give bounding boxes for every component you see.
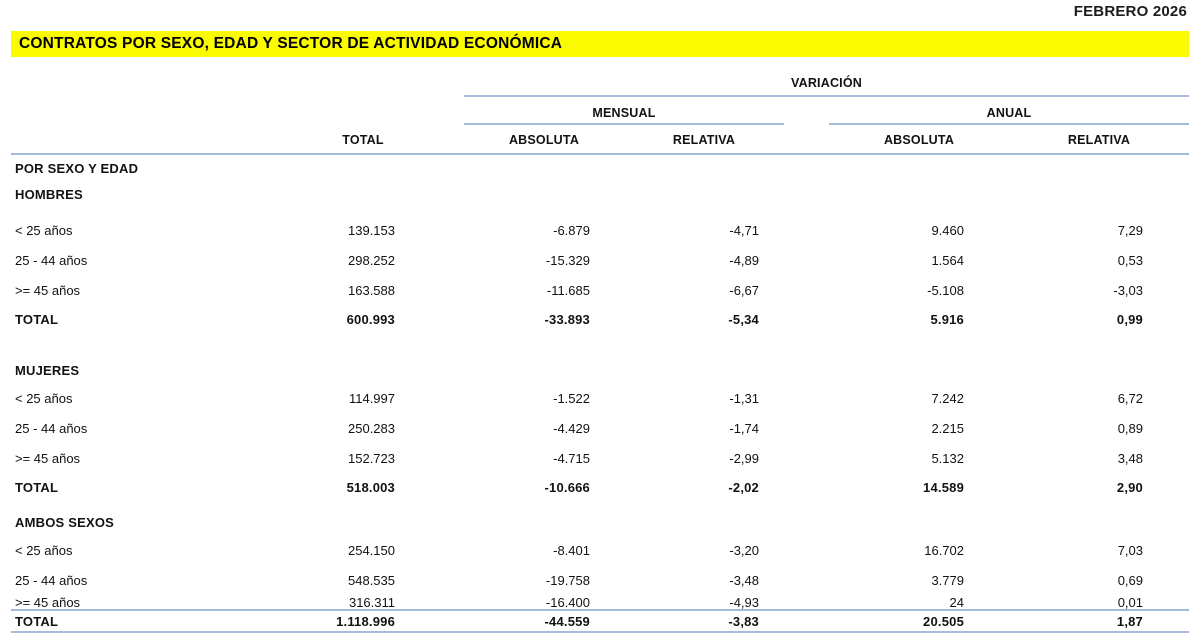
section-title: MUJERES: [15, 362, 80, 378]
table-row: [11, 383, 1189, 413]
cell-anual-relativa: 0,69: [1117, 572, 1143, 588]
header-anual-absoluta: ABSOLUTA: [883, 133, 955, 147]
row-spacer: [11, 207, 1189, 215]
period-label: FEBRERO 2026: [1073, 3, 1187, 20]
cell-mensual-absoluta: -19.758: [545, 572, 590, 588]
group-title: POR SEXO Y EDAD: [15, 160, 139, 176]
header-variacion: VARIACIÓN: [464, 70, 1189, 97]
cell-total: 114.997: [348, 390, 395, 406]
header-anual: ANUAL: [829, 97, 1189, 125]
cell-mensual-absoluta: -8.401: [553, 542, 590, 558]
cell-anual-absoluta: 20.505: [923, 613, 964, 629]
cell-mensual-absoluta: -15.329: [545, 252, 590, 268]
section-total-row: [11, 305, 1189, 333]
cell-mensual-relativa: -6,67: [729, 282, 759, 298]
cell-anual-relativa: 3,48: [1117, 450, 1143, 466]
section-total-row: [11, 611, 1189, 633]
header-row-columns: [11, 125, 1189, 155]
cell-anual-relativa: 0,53: [1117, 252, 1143, 268]
row-label: >= 45 años: [15, 282, 81, 298]
cell-mensual-absoluta: -1.522: [553, 390, 590, 406]
cell-mensual-relativa: -4,93: [729, 595, 759, 610]
total-label: TOTAL: [15, 613, 59, 629]
cell-total: 600.993: [346, 311, 395, 327]
row-label: < 25 años: [15, 390, 73, 406]
header-mensual-absoluta: ABSOLUTA: [508, 133, 580, 147]
table-row: [11, 535, 1189, 565]
row-label: < 25 años: [15, 542, 73, 558]
header-mensual: MENSUAL: [464, 97, 784, 125]
report-title: CONTRATOS POR SEXO, EDAD Y SECTOR DE ACTIVIDAD ECONÓMICA: [19, 35, 563, 52]
cell-anual-absoluta: 5.132: [931, 450, 964, 466]
cell-total: 548.535: [348, 572, 395, 588]
cell-total: 152.723: [348, 450, 395, 466]
cell-mensual-relativa: -3,20: [729, 542, 759, 558]
header-mensual-relativa: RELATIVA: [672, 133, 736, 147]
report-title-bar: [11, 31, 1189, 57]
cell-anual-relativa: 0,01: [1117, 595, 1143, 610]
cell-anual-relativa: 2,90: [1116, 479, 1143, 495]
cell-mensual-absoluta: -6.879: [553, 222, 590, 238]
cell-anual-relativa: 0,89: [1117, 420, 1143, 436]
cell-total: 518.003: [346, 479, 395, 495]
table-row: [11, 245, 1189, 275]
cell-total: 250.283: [348, 420, 395, 436]
cell-mensual-absoluta: -11.685: [546, 282, 590, 298]
cell-mensual-relativa: -3,48: [729, 572, 759, 588]
header-row-variacion: [11, 70, 1189, 97]
cell-mensual-relativa: -1,31: [729, 390, 759, 406]
table-header: [11, 70, 1189, 155]
row-label: 25 - 44 años: [15, 572, 88, 588]
cell-total: 316.311: [348, 595, 395, 610]
total-label: TOTAL: [15, 479, 59, 495]
total-label: TOTAL: [15, 311, 59, 327]
cell-anual-relativa: 1,87: [1116, 613, 1143, 629]
table-row: [11, 413, 1189, 443]
cell-mensual-absoluta: -16.400: [545, 595, 590, 610]
table-row: [11, 275, 1189, 305]
cell-mensual-relativa: -2,02: [728, 479, 759, 495]
header-total: TOTAL: [342, 133, 384, 147]
cell-anual-absoluta: 3.779: [931, 572, 964, 588]
cell-anual-relativa: 7,03: [1117, 542, 1143, 558]
cell-anual-absoluta: 9.460: [931, 222, 964, 238]
section-title: HOMBRES: [15, 186, 83, 202]
cell-total: 254.150: [348, 542, 395, 558]
section-total-row: [11, 473, 1189, 501]
row-label: >= 45 años: [15, 450, 81, 466]
cell-anual-absoluta: 14.589: [923, 479, 964, 495]
cell-anual-relativa: 6,72: [1117, 390, 1143, 406]
table-row: [11, 565, 1189, 595]
row-spacer: [11, 333, 1189, 357]
cell-total: 139.153: [348, 222, 395, 238]
group-title-row: [11, 155, 1189, 181]
cell-mensual-absoluta: -33.893: [544, 311, 590, 327]
section-title-row: [11, 357, 1189, 383]
cell-total: 298.252: [348, 252, 395, 268]
cell-total: 1.118.996: [336, 613, 395, 629]
cell-anual-relativa: 7,29: [1117, 222, 1143, 238]
section-title-row: [11, 181, 1189, 207]
table-row: [11, 443, 1189, 473]
cell-mensual-absoluta: -10.666: [544, 479, 590, 495]
row-label: < 25 años: [15, 222, 73, 238]
cell-mensual-relativa: -1,74: [729, 420, 759, 436]
table-row: [11, 215, 1189, 245]
cell-anual-absoluta: 24: [949, 595, 964, 610]
table-body: [11, 155, 1189, 633]
cell-anual-absoluta: 2.215: [931, 420, 964, 436]
cell-mensual-relativa: -4,71: [729, 222, 759, 238]
row-label: 25 - 44 años: [15, 420, 88, 436]
contracts-table: [11, 70, 1189, 633]
table-row: [11, 595, 1189, 611]
cell-mensual-absoluta: -4.429: [553, 420, 590, 436]
cell-anual-absoluta: 16.702: [924, 542, 964, 558]
section-title-row: [11, 509, 1189, 535]
cell-total: 163.588: [348, 282, 395, 298]
section-title: AMBOS SEXOS: [15, 514, 114, 530]
row-spacer: [11, 501, 1189, 509]
cell-anual-absoluta: -5.108: [927, 282, 964, 298]
row-label: >= 45 años: [15, 595, 81, 610]
header-anual-relativa: RELATIVA: [1067, 133, 1131, 147]
cell-mensual-absoluta: -44.559: [544, 613, 590, 629]
cell-anual-absoluta: 1.564: [931, 252, 964, 268]
header-row-period: [11, 97, 1189, 125]
row-label: 25 - 44 años: [15, 252, 88, 268]
cell-mensual-relativa: -4,89: [729, 252, 759, 268]
cell-mensual-absoluta: -4.715: [553, 450, 590, 466]
cell-anual-relativa: -3,03: [1113, 282, 1143, 298]
cell-anual-absoluta: 7.242: [931, 390, 964, 406]
cell-mensual-relativa: -2,99: [729, 450, 759, 466]
cell-anual-relativa: 0,99: [1116, 311, 1143, 327]
cell-anual-absoluta: 5.916: [930, 311, 964, 327]
cell-mensual-relativa: -5,34: [728, 311, 759, 327]
cell-mensual-relativa: -3,83: [728, 613, 759, 629]
